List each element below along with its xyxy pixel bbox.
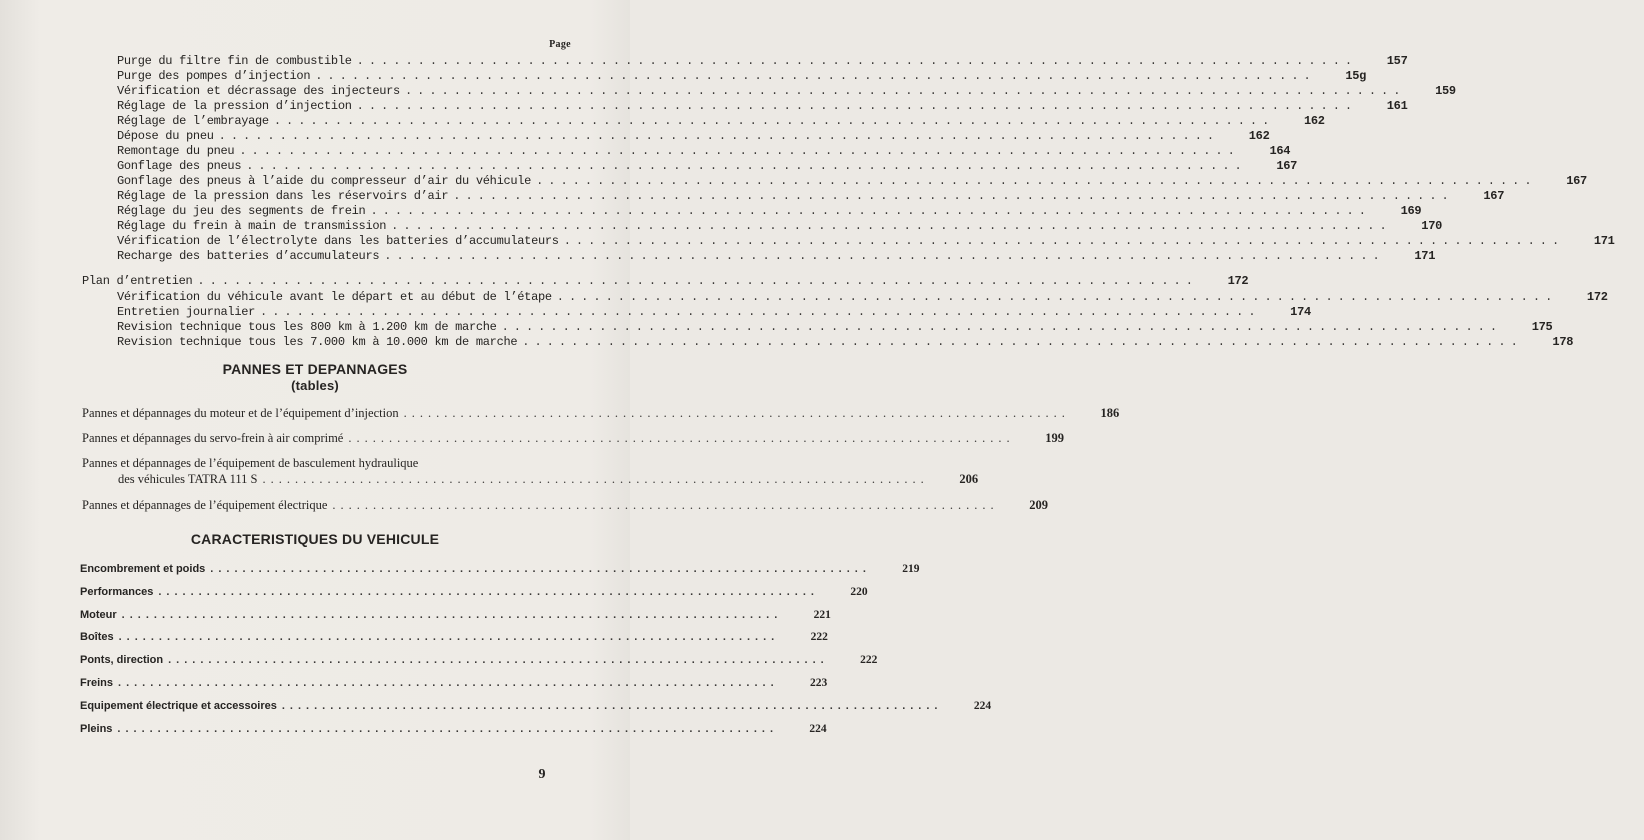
toc-entry	[82, 406, 1120, 422]
toc-entry	[117, 159, 1298, 175]
toc-entry-page: 164	[1269, 144, 1291, 158]
dot-leader: ..................................................................................	[522, 335, 1523, 349]
dot-leader: ..................................................................................	[332, 498, 999, 512]
toc-entry-text: Pannes et dépannages de l’équipement électrique	[82, 498, 328, 512]
toc-entry-page: 161	[1386, 99, 1408, 113]
toc-entry-page: 209	[1029, 498, 1049, 512]
dot-leader: ..................................................................................	[197, 274, 1198, 288]
toc-entry-text: Réglage de la pression d’injection	[117, 99, 352, 113]
toc-entry-text: Encombrement et poids	[80, 563, 206, 575]
toc-entry	[117, 234, 1615, 250]
toc-entry	[117, 69, 1367, 85]
toc-entry	[80, 723, 827, 739]
toc-group-heading	[82, 274, 1249, 290]
dot-leader: ..................................................................................	[281, 700, 943, 712]
toc-entry-page: 170	[1421, 219, 1443, 233]
toc-entry-text: Vérification du véhicule avant le départ et au début de l’étape	[117, 290, 552, 304]
toc-entry-text: Gonflage des pneus	[117, 159, 242, 173]
toc-entry	[117, 335, 1574, 351]
page-column-header: Page	[549, 39, 571, 50]
toc-entry	[117, 99, 1408, 115]
toc-entry-text: des véhicules TATRA 111 S	[118, 472, 258, 486]
toc-entry-text: Purge du filtre fin de combustible	[117, 54, 352, 68]
toc-entry-page: 174	[1290, 305, 1311, 319]
dot-leader: ..................................................................................	[370, 204, 1371, 218]
dot-leader: ..................................................................................	[453, 189, 1454, 203]
dot-leader: ..................................................................................	[384, 249, 1385, 263]
toc-entry	[80, 631, 828, 647]
toc-entry-page: 171	[1414, 249, 1436, 263]
toc-entry-continuation	[118, 472, 979, 488]
toc-entry-text: Performances	[80, 586, 154, 598]
toc-entry-text: Gonflage des pneus à l’aide du compresseur d’air du véhicule	[117, 174, 532, 188]
toc-entry-text: Réglage de la pression dans les réservoirs d’air	[117, 189, 449, 203]
dot-leader: ..................................................................................	[563, 234, 1565, 248]
toc-entry-text: Purge des pompes d’injection	[117, 69, 311, 83]
toc-entry-page: 175	[1531, 320, 1553, 334]
dot-leader: ..................................................................................	[260, 305, 1261, 319]
toc-entry	[80, 677, 828, 693]
toc-entry	[82, 456, 598, 472]
toc-entry	[117, 204, 1422, 220]
toc-entry-page: 167	[1483, 189, 1505, 203]
dot-leader: ..................................................................................	[117, 723, 779, 735]
toc-entry-text: Recharge des batteries d’accumulateurs	[117, 249, 380, 263]
dot-leader: ..................................................................................	[121, 609, 783, 621]
dot-leader: ..................................................................................	[556, 290, 1558, 304]
toc-entry	[82, 498, 1049, 514]
toc-entry-text: Dépose du pneu	[117, 129, 214, 143]
toc-entry	[117, 84, 1456, 100]
toc-entry	[117, 189, 1505, 205]
toc-entry-page: 222	[860, 654, 878, 666]
toc-entry-page: 172	[1586, 290, 1608, 304]
dot-leader: ..................................................................................	[218, 129, 1220, 143]
toc-entry-page: 169	[1400, 204, 1422, 218]
toc-entry-page: 171	[1593, 234, 1615, 248]
toc-entry-text: Pleins	[80, 723, 113, 735]
toc-entry-text: Plan d’entretien	[82, 274, 193, 288]
toc-entry-text: Réglage du frein à main de transmission	[117, 219, 387, 233]
section-title-pannes: PANNES ET DEPANNAGES	[222, 361, 408, 377]
toc-entry-text: Réglage de l’embrayage	[117, 114, 269, 128]
dot-leader: ..................................................................................	[403, 406, 1070, 420]
toc-entry-page: 223	[810, 677, 828, 689]
toc-entry-page: 221	[813, 609, 831, 621]
toc-entry	[80, 563, 920, 579]
dot-leader: ..................................................................................	[168, 654, 829, 666]
toc-entry-page: 206	[959, 472, 979, 486]
dot-leader: ..................................................................................	[391, 219, 1392, 233]
toc-entry	[82, 431, 1064, 447]
page-number: 9	[538, 767, 546, 782]
toc-entry	[117, 219, 1443, 235]
toc-entry-page: 224	[973, 700, 992, 712]
toc-entry	[80, 586, 868, 602]
toc-entry-text: Boîtes	[80, 631, 114, 643]
toc-entry-text: Entretien journalier	[117, 305, 256, 319]
dot-leader: ..................................................................................	[210, 563, 871, 575]
toc-entry-page: 220	[850, 586, 868, 598]
toc-entry-page: 15g	[1345, 69, 1367, 83]
section-title-caracteristiques: CARACTERISTIQUES DU VEHICULE	[190, 531, 440, 547]
toc-entry	[117, 305, 1311, 321]
toc-entry	[117, 320, 1553, 336]
dot-leader: ..................................................................................	[118, 677, 779, 689]
dot-leader: ..................................................................................	[536, 174, 1537, 188]
toc-entry-text: Vérification et décrassage des injecteurs	[117, 84, 400, 98]
toc-entry-page: 159	[1435, 84, 1456, 98]
dot-leader: ..................................................................................	[348, 431, 1015, 445]
toc-entry-page: 219	[902, 563, 920, 575]
dot-leader: ..................................................................................	[315, 69, 1316, 83]
toc-entry-page: 199	[1045, 431, 1064, 445]
dot-leader: ..................................................................................	[158, 586, 819, 598]
dot-leader: ..................................................................................	[262, 472, 929, 486]
toc-entry	[117, 114, 1325, 130]
toc-entry	[117, 54, 1408, 70]
section-subtitle-tables: (tables)	[291, 378, 339, 393]
toc-entry-page: 167	[1276, 159, 1298, 173]
toc-entry-text: Remontage du pneu	[117, 144, 235, 158]
toc-entry-page: 167	[1566, 174, 1587, 188]
toc-entry-text: Pannes et dépannages du moteur et de l’équipement d’injection	[82, 406, 399, 420]
toc-entry-text: Moteur	[80, 609, 117, 621]
toc-entry-text: Revision technique tous les 7.000 km à 10.000 km de marche	[117, 335, 518, 349]
toc-entry	[80, 700, 992, 716]
dot-leader: ..................................................................................	[273, 114, 1275, 128]
toc-entry-page: 224	[809, 723, 827, 735]
toc-entry-text: Freins	[80, 677, 114, 689]
toc-entry-page: 186	[1100, 406, 1120, 420]
toc-entry-page: 178	[1552, 335, 1574, 349]
toc-entry	[117, 290, 1608, 306]
toc-entry	[117, 129, 1270, 145]
toc-entry-page: 157	[1386, 54, 1408, 68]
toc-entry-page: 222	[810, 631, 828, 643]
toc-entry-page: 162	[1303, 114, 1325, 128]
toc-entry-text: Pannes et dépannages du servo-frein à air comprimé	[82, 431, 344, 445]
toc-entry-page: 172	[1227, 274, 1249, 288]
toc-entry	[117, 144, 1291, 160]
toc-entry-text: Revision technique tous les 800 km à 1.200 km de marche	[117, 320, 497, 334]
dot-leader: ..................................................................................	[404, 84, 1406, 98]
dot-leader: ..................................................................................	[246, 159, 1247, 173]
toc-entry-text: Pannes et dépannages de l’équipement de basculement hydraulique	[82, 456, 419, 470]
dot-leader: ..................................................................................	[356, 99, 1358, 113]
toc-entry-text: Equipement électrique et accessoires	[80, 700, 277, 712]
toc-entry-text: Vérification de l’électrolyte dans les batteries d’accumulateurs	[117, 234, 559, 248]
toc-entry	[80, 609, 831, 625]
toc-entry-text: Ponts, direction	[80, 654, 164, 666]
toc-entry	[80, 654, 878, 670]
toc-entry-text: Réglage du jeu des segments de frein	[117, 204, 366, 218]
toc-entry-page: 162	[1248, 129, 1270, 143]
toc-entry	[117, 174, 1587, 190]
dot-leader: ..................................................................................	[356, 54, 1358, 68]
dot-leader: ..................................................................................	[501, 320, 1503, 334]
toc-entry	[117, 249, 1436, 265]
dot-leader: ..................................................................................	[239, 144, 1240, 158]
dot-leader: ..................................................................................	[118, 631, 780, 643]
